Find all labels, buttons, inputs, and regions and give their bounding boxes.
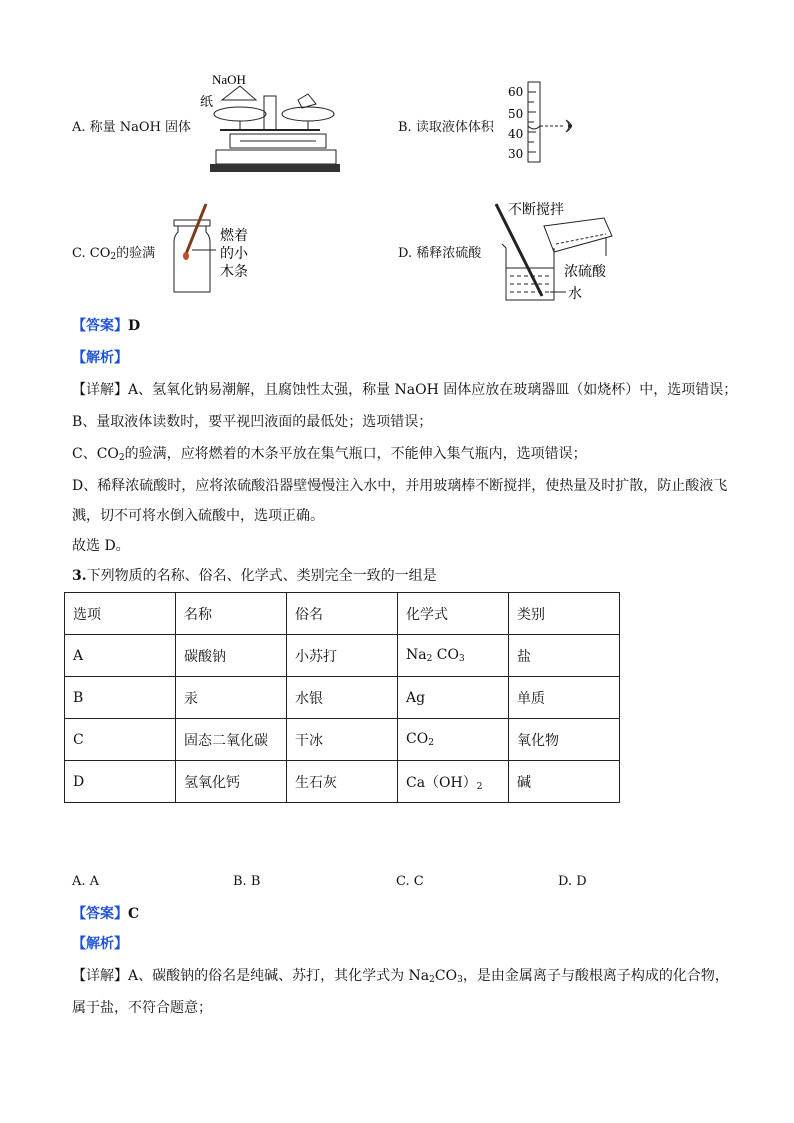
header-cell: 类别 bbox=[509, 593, 620, 635]
option-c-label: C. $CO_2$的验满 bbox=[72, 246, 156, 262]
q3-question: 3.下列物质的名称、俗名、化学式、类别完全一致的一组是 bbox=[72, 568, 437, 584]
q2-detail-line-3: C、$CO_2$的验满，应将燃着的木条平放在集气瓶口，不能伸入集气瓶内，选项错误； bbox=[72, 446, 587, 463]
header-cell: 化学式 bbox=[398, 593, 509, 635]
option-b-label: B. 读取液体体积 bbox=[398, 120, 494, 135]
choice-c: C. C bbox=[396, 874, 424, 889]
q2-answer: 【答案】D bbox=[72, 318, 141, 334]
stir-label: 不断搅拌 bbox=[508, 202, 564, 218]
choice-d: D. D bbox=[558, 874, 587, 889]
burning-label-2: 的小 bbox=[220, 246, 248, 262]
gas-bottle-figure bbox=[170, 200, 280, 298]
tick-40: 40 bbox=[508, 127, 524, 141]
table-row: A 碳酸钠 小苏打 $Na_2$ $CO_3$ 盐 bbox=[65, 635, 620, 677]
naoh-label: NaOH bbox=[212, 72, 246, 87]
q2-analysis-tag: 【解析】 bbox=[72, 350, 128, 366]
q2-detail-line-4: D、稀释浓硫酸时，应将浓硫酸沿器壁慢慢注入水中，并用玻璃棒不断搅拌，使热量及时扩散，防止酸液飞 bbox=[72, 478, 728, 494]
header-cell: 名称 bbox=[176, 593, 287, 635]
cylinder-figure bbox=[506, 80, 586, 166]
table-header-row bbox=[65, 593, 620, 635]
table-row: C 固态二氧化碳 干冰 $CO_2$ 氧化物 bbox=[65, 719, 620, 761]
q2-detail-line-1: 【详解】A、氢氧化钠易潮解，且腐蚀性太强，称量 NaOH 固体应放在玻璃器皿（如烧杯）中，选项错误； bbox=[72, 382, 738, 398]
tick-30: 30 bbox=[508, 147, 524, 161]
header-cell: 俗名 bbox=[287, 593, 398, 635]
burning-label-1: 燃着 bbox=[220, 228, 248, 244]
q3-detail-line-2: 属于盐，不符合题意； bbox=[72, 1000, 212, 1016]
q3-detail-line-1: 【详解】A、碳酸钠的俗名是纯碱、苏打，其化学式为 $Na_2CO_3$，是由金属离子与酸根离子构成的化合物， bbox=[72, 968, 729, 985]
balance-figure bbox=[200, 68, 340, 180]
option-a-label: A. 称量 NaOH 固体 bbox=[72, 120, 192, 135]
water-label: 水 bbox=[568, 286, 582, 302]
q3-table bbox=[64, 592, 620, 803]
choice-b: B. B bbox=[233, 874, 261, 889]
table-row: D 氢氧化钙 生石灰 $Ca(OH)_2$ 碱 bbox=[65, 761, 620, 803]
q2-detail-line-6: 故选 D。 bbox=[72, 538, 130, 554]
dilution-figure bbox=[494, 196, 634, 308]
paper-label: 纸 bbox=[200, 95, 214, 110]
q3-analysis-tag: 【解析】 bbox=[72, 936, 128, 952]
eye-icon bbox=[568, 124, 572, 128]
q2-detail-line-2: B、量取液体读数时，要平视凹液面的最低处；选项错误； bbox=[72, 414, 433, 430]
tick-60: 60 bbox=[508, 85, 524, 99]
option-d-label: D. 稀释浓硫酸 bbox=[398, 246, 482, 261]
tick-50: 50 bbox=[508, 107, 524, 121]
acid-label: 浓硫酸 bbox=[564, 264, 606, 280]
choice-a: A. A bbox=[72, 874, 100, 889]
q3-answer: 【答案】C bbox=[72, 906, 140, 922]
header-cell: 选项 bbox=[65, 593, 176, 635]
table-row: B 汞 水银 Ag 单质 bbox=[65, 677, 620, 719]
burning-label-3: 木条 bbox=[220, 264, 248, 280]
q2-detail-line-5: 溅，切不可将水倒入硫酸中，选项正确。 bbox=[72, 508, 324, 524]
